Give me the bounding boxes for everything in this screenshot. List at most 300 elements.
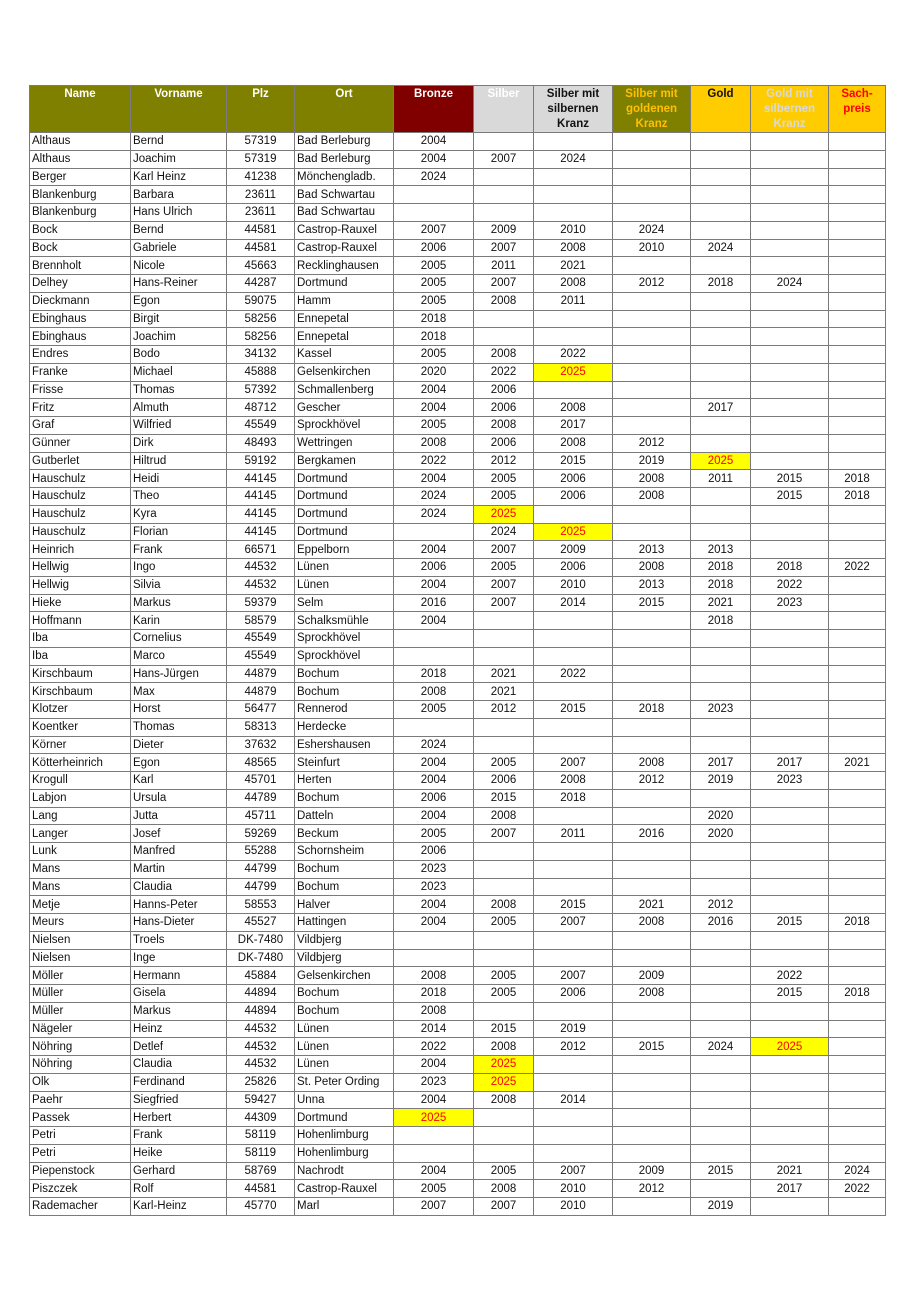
cell-silber: 2007 <box>474 239 534 257</box>
cell-silber-silberner-kranz: 2012 <box>534 1038 613 1056</box>
cell-silber: 2008 <box>474 292 534 310</box>
cell-sachpreis <box>829 417 886 435</box>
cell-sachpreis <box>829 434 886 452</box>
cell-silber-goldener-kranz <box>613 310 691 328</box>
cell-silber-goldener-kranz <box>613 204 691 222</box>
cell-name: Hieke <box>30 594 131 612</box>
cell-gold-silberner-kranz <box>751 1198 829 1216</box>
cell-gold <box>691 381 751 399</box>
cell-bronze: 2008 <box>394 1002 474 1020</box>
cell-ort: Lünen <box>295 1020 394 1038</box>
cell-bronze: 2004 <box>394 1091 474 1109</box>
cell-vorname: Bernd <box>131 221 227 239</box>
cell-sachpreis <box>829 825 886 843</box>
table-row <box>30 505 886 523</box>
cell-silber-silberner-kranz: 2017 <box>534 417 613 435</box>
cell-sachpreis: 2022 <box>829 559 886 577</box>
cell-vorname: Silvia <box>131 576 227 594</box>
cell-vorname: Hans-Jürgen <box>131 665 227 683</box>
cell-name: Hauschulz <box>30 505 131 523</box>
cell-silber-goldener-kranz <box>613 523 691 541</box>
cell-silber-silberner-kranz: 2014 <box>534 594 613 612</box>
cell-silber-goldener-kranz: 2012 <box>613 772 691 790</box>
table-row <box>30 878 886 896</box>
cell-plz: 58313 <box>227 718 295 736</box>
table-row <box>30 470 886 488</box>
cell-sachpreis <box>829 328 886 346</box>
cell-bronze <box>394 630 474 648</box>
cell-vorname: Ferdinand <box>131 1073 227 1091</box>
cell-silber: 2012 <box>474 701 534 719</box>
cell-silber-goldener-kranz: 2015 <box>613 1038 691 1056</box>
cell-silber-silberner-kranz: 2006 <box>534 470 613 488</box>
cell-vorname: Heidi <box>131 470 227 488</box>
cell-plz: 44894 <box>227 985 295 1003</box>
cell-vorname: Gerhard <box>131 1162 227 1180</box>
cell-sachpreis <box>829 860 886 878</box>
cell-ort: Dortmund <box>295 523 394 541</box>
cell-vorname: Inge <box>131 949 227 967</box>
cell-bronze: 2018 <box>394 985 474 1003</box>
cell-sachpreis <box>829 701 886 719</box>
cell-plz: 44581 <box>227 221 295 239</box>
cell-silber-goldener-kranz: 2009 <box>613 1162 691 1180</box>
cell-silber-goldener-kranz <box>613 505 691 523</box>
cell-name: Blankenburg <box>30 204 131 222</box>
cell-silber-goldener-kranz <box>613 133 691 151</box>
cell-gold-silberner-kranz <box>751 417 829 435</box>
cell-name: Lunk <box>30 843 131 861</box>
cell-silber-goldener-kranz: 2016 <box>613 825 691 843</box>
cell-silber: 2005 <box>474 470 534 488</box>
cell-sachpreis <box>829 772 886 790</box>
cell-plz: 55288 <box>227 843 295 861</box>
cell-silber-goldener-kranz <box>613 399 691 417</box>
cell-plz: 44309 <box>227 1109 295 1127</box>
cell-ort: Dortmund <box>295 505 394 523</box>
cell-silber-silberner-kranz: 2014 <box>534 1091 613 1109</box>
cell-plz: 44879 <box>227 665 295 683</box>
cell-silber-silberner-kranz <box>534 718 613 736</box>
cell-ort: Lünen <box>295 1038 394 1056</box>
cell-bronze: 2024 <box>394 505 474 523</box>
cell-gold <box>691 488 751 506</box>
cell-silber-silberner-kranz <box>534 186 613 204</box>
cell-ort: Halver <box>295 896 394 914</box>
cell-sachpreis <box>829 1002 886 1020</box>
cell-gold <box>691 1091 751 1109</box>
table-row <box>30 630 886 648</box>
cell-gold <box>691 789 751 807</box>
cell-ort: Hohenlimburg <box>295 1144 394 1162</box>
cell-gold <box>691 1180 751 1198</box>
cell-name: Piszczek <box>30 1180 131 1198</box>
cell-bronze: 2020 <box>394 363 474 381</box>
cell-sachpreis <box>829 310 886 328</box>
cell-silber: 2005 <box>474 488 534 506</box>
cell-gold-silberner-kranz <box>751 807 829 825</box>
cell-gold-silberner-kranz <box>751 168 829 186</box>
cell-bronze: 2018 <box>394 328 474 346</box>
cell-silber-goldener-kranz <box>613 1109 691 1127</box>
cell-silber-goldener-kranz: 2009 <box>613 967 691 985</box>
cell-bronze: 2025 <box>394 1109 474 1127</box>
cell-silber-silberner-kranz: 2011 <box>534 292 613 310</box>
table-row <box>30 1144 886 1162</box>
cell-plz: 58256 <box>227 328 295 346</box>
cell-sachpreis <box>829 541 886 559</box>
col-header-vorname: Vorname <box>131 86 227 133</box>
table-row <box>30 133 886 151</box>
cell-sachpreis <box>829 647 886 665</box>
cell-name: Franke <box>30 363 131 381</box>
cell-plz: 58119 <box>227 1144 295 1162</box>
cell-sachpreis <box>829 239 886 257</box>
cell-gold-silberner-kranz <box>751 292 829 310</box>
cell-bronze: 2004 <box>394 896 474 914</box>
cell-sachpreis <box>829 1198 886 1216</box>
cell-silber-goldener-kranz <box>613 381 691 399</box>
table-row <box>30 292 886 310</box>
cell-silber: 2006 <box>474 399 534 417</box>
table-row <box>30 1180 886 1198</box>
cell-name: Brennholt <box>30 257 131 275</box>
cell-vorname: Hermann <box>131 967 227 985</box>
cell-gold: 2023 <box>691 701 751 719</box>
cell-bronze: 2006 <box>394 843 474 861</box>
cell-bronze: 2006 <box>394 239 474 257</box>
cell-sachpreis <box>829 789 886 807</box>
cell-silber-goldener-kranz <box>613 683 691 701</box>
cell-silber <box>474 931 534 949</box>
cell-vorname: Almuth <box>131 399 227 417</box>
cell-vorname: Hanns-Peter <box>131 896 227 914</box>
cell-bronze: 2005 <box>394 825 474 843</box>
cell-silber-goldener-kranz: 2008 <box>613 488 691 506</box>
cell-sachpreis: 2018 <box>829 914 886 932</box>
table-row <box>30 559 886 577</box>
cell-name: Paehr <box>30 1091 131 1109</box>
cell-silber-goldener-kranz <box>613 168 691 186</box>
cell-plz: 44287 <box>227 275 295 293</box>
cell-bronze <box>394 1127 474 1145</box>
cell-ort: St. Peter Ording <box>295 1073 394 1091</box>
cell-plz: 44532 <box>227 559 295 577</box>
cell-name: Blankenburg <box>30 186 131 204</box>
cell-gold <box>691 346 751 364</box>
cell-gold <box>691 718 751 736</box>
cell-silber-silberner-kranz <box>534 381 613 399</box>
cell-silber-goldener-kranz <box>613 718 691 736</box>
cell-ort: Hattingen <box>295 914 394 932</box>
cell-bronze <box>394 1144 474 1162</box>
cell-silber-silberner-kranz: 2015 <box>534 701 613 719</box>
cell-vorname: Nicole <box>131 257 227 275</box>
cell-bronze: 2005 <box>394 257 474 275</box>
cell-silber-silberner-kranz <box>534 843 613 861</box>
cell-name: Hoffmann <box>30 612 131 630</box>
cell-name: Bock <box>30 221 131 239</box>
cell-vorname: Bernd <box>131 133 227 151</box>
cell-silber-goldener-kranz: 2008 <box>613 754 691 772</box>
cell-name: Althaus <box>30 150 131 168</box>
cell-silber-goldener-kranz <box>613 860 691 878</box>
cell-silber-goldener-kranz <box>613 665 691 683</box>
cell-ort: Recklinghausen <box>295 257 394 275</box>
cell-silber: 2008 <box>474 1091 534 1109</box>
cell-plz: 44799 <box>227 878 295 896</box>
cell-name: Hellwig <box>30 559 131 577</box>
cell-bronze: 2004 <box>394 612 474 630</box>
cell-silber-silberner-kranz: 2015 <box>534 896 613 914</box>
cell-plz: 59427 <box>227 1091 295 1109</box>
cell-bronze: 2005 <box>394 417 474 435</box>
cell-sachpreis <box>829 133 886 151</box>
cell-ort: Lünen <box>295 559 394 577</box>
table-row <box>30 221 886 239</box>
cell-vorname: Gisela <box>131 985 227 1003</box>
cell-silber: 2025 <box>474 505 534 523</box>
cell-bronze: 2016 <box>394 594 474 612</box>
table-row <box>30 1109 886 1127</box>
cell-silber: 2025 <box>474 1073 534 1091</box>
cell-name: Müller <box>30 985 131 1003</box>
cell-bronze: 2014 <box>394 1020 474 1038</box>
table-row <box>30 541 886 559</box>
cell-silber: 2005 <box>474 1162 534 1180</box>
cell-plz: 59192 <box>227 452 295 470</box>
cell-silber-goldener-kranz: 2013 <box>613 541 691 559</box>
cell-silber-silberner-kranz <box>534 168 613 186</box>
table-row <box>30 683 886 701</box>
cell-silber <box>474 647 534 665</box>
cell-gold-silberner-kranz <box>751 843 829 861</box>
cell-bronze: 2006 <box>394 559 474 577</box>
cell-ort: Eppelborn <box>295 541 394 559</box>
cell-silber: 2022 <box>474 363 534 381</box>
cell-gold-silberner-kranz <box>751 701 829 719</box>
cell-silber <box>474 1127 534 1145</box>
cell-silber: 2009 <box>474 221 534 239</box>
cell-silber-silberner-kranz <box>534 736 613 754</box>
cell-ort: Unna <box>295 1091 394 1109</box>
cell-gold <box>691 665 751 683</box>
cell-silber-silberner-kranz <box>534 647 613 665</box>
cell-plz: 59075 <box>227 292 295 310</box>
cell-gold-silberner-kranz <box>751 434 829 452</box>
col-header-silber-goldener-kranz: Silber mit goldenen Kranz <box>613 86 691 133</box>
cell-ort: Sprockhövel <box>295 647 394 665</box>
cell-name: Körner <box>30 736 131 754</box>
cell-plz: 44799 <box>227 860 295 878</box>
cell-name: Krogull <box>30 772 131 790</box>
cell-ort: Rennerod <box>295 701 394 719</box>
cell-vorname: Gabriele <box>131 239 227 257</box>
cell-vorname: Egon <box>131 292 227 310</box>
cell-name: Endres <box>30 346 131 364</box>
cell-ort: Bad Berleburg <box>295 133 394 151</box>
cell-plz: 57392 <box>227 381 295 399</box>
cell-gold: 2024 <box>691 1038 751 1056</box>
cell-ort: Dortmund <box>295 1109 394 1127</box>
cell-plz: 23611 <box>227 186 295 204</box>
cell-plz: DK-7480 <box>227 949 295 967</box>
cell-silber: 2007 <box>474 825 534 843</box>
cell-name: Rademacher <box>30 1198 131 1216</box>
cell-sachpreis <box>829 399 886 417</box>
cell-bronze: 2004 <box>394 470 474 488</box>
cell-silber-goldener-kranz: 2018 <box>613 701 691 719</box>
cell-bronze: 2004 <box>394 150 474 168</box>
cell-silber-goldener-kranz <box>613 328 691 346</box>
cell-gold <box>691 186 751 204</box>
cell-gold <box>691 843 751 861</box>
cell-gold <box>691 1109 751 1127</box>
cell-gold-silberner-kranz <box>751 718 829 736</box>
cell-silber-silberner-kranz <box>534 1056 613 1074</box>
cell-plz: 45549 <box>227 630 295 648</box>
table-row <box>30 257 886 275</box>
cell-vorname: Jutta <box>131 807 227 825</box>
cell-sachpreis <box>829 257 886 275</box>
cell-silber <box>474 736 534 754</box>
cell-name: Nielsen <box>30 949 131 967</box>
cell-name: Koentker <box>30 718 131 736</box>
cell-sachpreis <box>829 292 886 310</box>
cell-silber: 2007 <box>474 576 534 594</box>
cell-vorname: Michael <box>131 363 227 381</box>
cell-gold <box>691 1073 751 1091</box>
cell-gold-silberner-kranz <box>751 647 829 665</box>
cell-name: Langer <box>30 825 131 843</box>
cell-name: Möller <box>30 967 131 985</box>
cell-plz: 44532 <box>227 1038 295 1056</box>
cell-bronze: 2023 <box>394 1073 474 1091</box>
cell-silber-goldener-kranz: 2021 <box>613 896 691 914</box>
table-row <box>30 1162 886 1180</box>
cell-vorname: Marco <box>131 647 227 665</box>
cell-silber: 2012 <box>474 452 534 470</box>
cell-gold <box>691 292 751 310</box>
cell-name: Bock <box>30 239 131 257</box>
cell-gold <box>691 257 751 275</box>
table-row <box>30 452 886 470</box>
cell-plz: 58769 <box>227 1162 295 1180</box>
cell-gold <box>691 328 751 346</box>
cell-ort: Ennepetal <box>295 310 394 328</box>
cell-gold: 2018 <box>691 576 751 594</box>
cell-ort: Bochum <box>295 860 394 878</box>
cell-name: Hellwig <box>30 576 131 594</box>
cell-silber-goldener-kranz: 2012 <box>613 434 691 452</box>
cell-vorname: Theo <box>131 488 227 506</box>
cell-silber-silberner-kranz <box>534 310 613 328</box>
table-row <box>30 381 886 399</box>
table-row <box>30 1198 886 1216</box>
table-row <box>30 1020 886 1038</box>
cell-silber-silberner-kranz: 2022 <box>534 346 613 364</box>
cell-bronze <box>394 718 474 736</box>
cell-gold-silberner-kranz: 2025 <box>751 1038 829 1056</box>
cell-sachpreis <box>829 204 886 222</box>
col-header-ort: Ort <box>295 86 394 133</box>
cell-vorname: Hans-Dieter <box>131 914 227 932</box>
cell-silber <box>474 133 534 151</box>
cell-vorname: Ingo <box>131 559 227 577</box>
cell-plz: 37632 <box>227 736 295 754</box>
cell-name: Mans <box>30 878 131 896</box>
cell-name: Petri <box>30 1144 131 1162</box>
cell-plz: 44532 <box>227 1056 295 1074</box>
cell-name: Meurs <box>30 914 131 932</box>
table-row <box>30 754 886 772</box>
cell-silber: 2006 <box>474 434 534 452</box>
col-header-gold: Gold <box>691 86 751 133</box>
cell-bronze: 2022 <box>394 452 474 470</box>
cell-sachpreis: 2022 <box>829 1180 886 1198</box>
cell-gold-silberner-kranz: 2017 <box>751 1180 829 1198</box>
cell-name: Gutberlet <box>30 452 131 470</box>
cell-silber: 2005 <box>474 985 534 1003</box>
cell-silber-silberner-kranz: 2007 <box>534 914 613 932</box>
table-row <box>30 1127 886 1145</box>
cell-vorname: Rolf <box>131 1180 227 1198</box>
cell-vorname: Troels <box>131 931 227 949</box>
cell-silber-goldener-kranz <box>613 878 691 896</box>
cell-silber-goldener-kranz: 2012 <box>613 1180 691 1198</box>
cell-name: Kirschbaum <box>30 683 131 701</box>
cell-silber: 2021 <box>474 665 534 683</box>
table-row <box>30 807 886 825</box>
cell-gold-silberner-kranz <box>751 896 829 914</box>
cell-silber-silberner-kranz: 2010 <box>534 576 613 594</box>
cell-silber-goldener-kranz <box>613 949 691 967</box>
cell-silber-silberner-kranz <box>534 683 613 701</box>
cell-silber <box>474 186 534 204</box>
cell-gold-silberner-kranz <box>751 931 829 949</box>
cell-gold-silberner-kranz: 2022 <box>751 967 829 985</box>
cell-ort: Bad Schwartau <box>295 204 394 222</box>
cell-gold <box>691 860 751 878</box>
col-header-silber-silberner-kranz: Silber mit silbernen Kranz <box>534 86 613 133</box>
cell-silber-goldener-kranz <box>613 1144 691 1162</box>
cell-bronze: 2005 <box>394 701 474 719</box>
cell-vorname: Hans Ulrich <box>131 204 227 222</box>
cell-name: Althaus <box>30 133 131 151</box>
cell-gold <box>691 133 751 151</box>
cell-gold-silberner-kranz <box>751 630 829 648</box>
cell-name: Metje <box>30 896 131 914</box>
cell-ort: Lünen <box>295 576 394 594</box>
table-row <box>30 488 886 506</box>
cell-ort: Dortmund <box>295 470 394 488</box>
cell-plz: 23611 <box>227 204 295 222</box>
cell-vorname: Ursula <box>131 789 227 807</box>
table-row <box>30 346 886 364</box>
cell-vorname: Claudia <box>131 1056 227 1074</box>
cell-silber-goldener-kranz: 2008 <box>613 470 691 488</box>
cell-gold-silberner-kranz <box>751 133 829 151</box>
cell-sachpreis <box>829 1109 886 1127</box>
table-row <box>30 860 886 878</box>
cell-ort: Kassel <box>295 346 394 364</box>
cell-silber <box>474 310 534 328</box>
cell-sachpreis <box>829 718 886 736</box>
cell-gold-silberner-kranz <box>751 1091 829 1109</box>
cell-gold-silberner-kranz <box>751 204 829 222</box>
table-row <box>30 985 886 1003</box>
cell-name: Graf <box>30 417 131 435</box>
